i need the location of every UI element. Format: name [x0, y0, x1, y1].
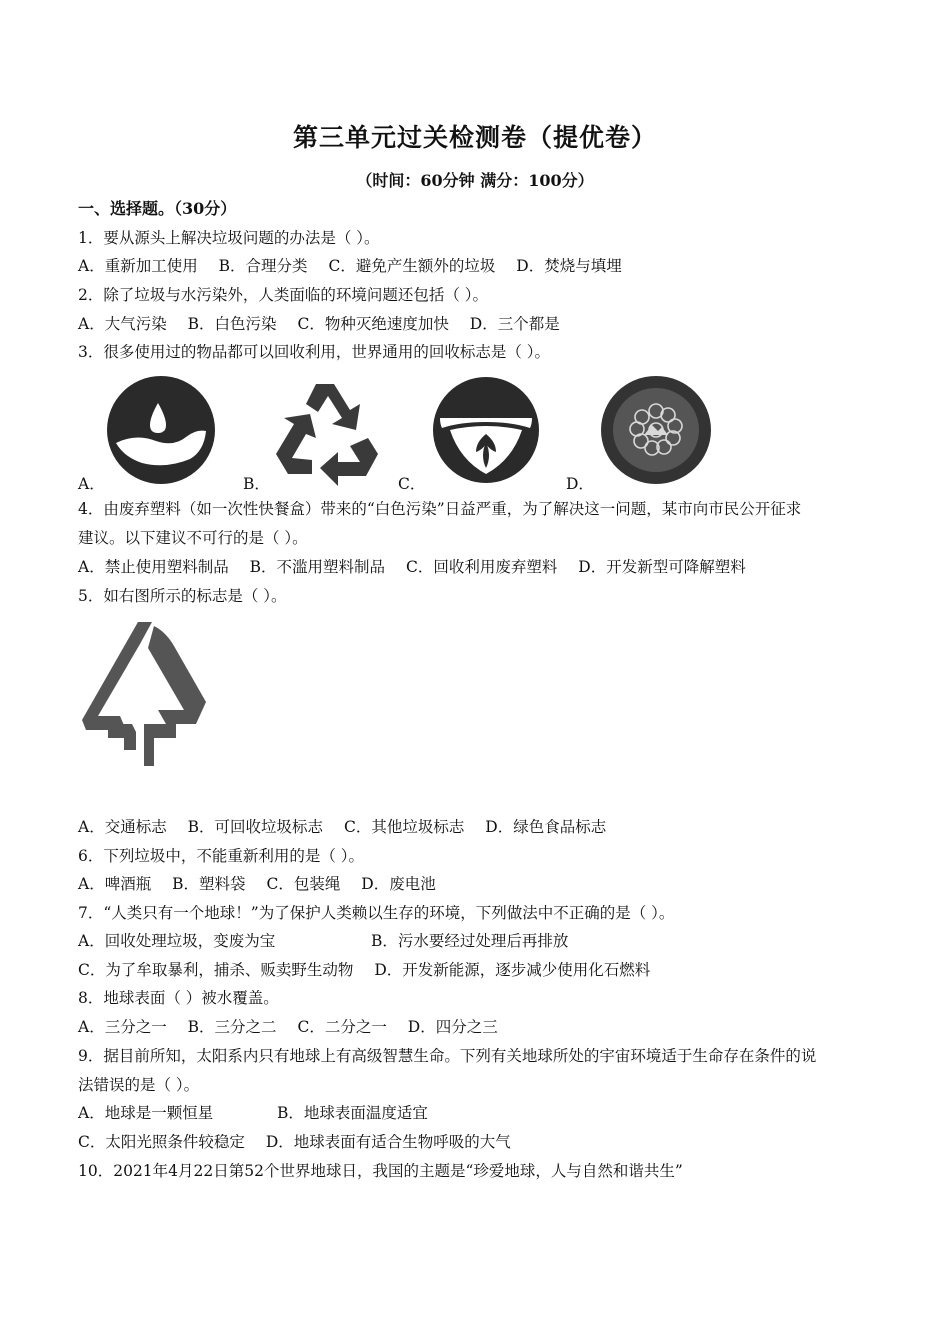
q4-option-b[interactable]: B．不滥用塑料制品 — [249, 558, 386, 576]
q7-options-row1 — [78, 931, 584, 951]
q8-option-d[interactable]: D．四分之三 — [407, 1018, 498, 1036]
q6-option-a[interactable]: A．啤酒瓶 — [78, 875, 152, 893]
q2-option-a[interactable]: A．大气污染 — [78, 315, 167, 333]
q3-stem: 3．很多使用过的物品都可以回收利用，世界通用的回收标志是（ ）。 — [78, 343, 551, 361]
q7-option-a[interactable]: A．回收处理垃圾，变废为宝 — [78, 932, 276, 950]
q2-option-b[interactable]: B．白色污染 — [187, 315, 277, 333]
q7-option-b[interactable]: B．污水要经过处理后再排放 — [370, 932, 569, 950]
q2-option-c[interactable]: C．物种灭绝速度加快 — [297, 315, 449, 333]
q9-option-d[interactable]: D．地球表面有适合生物呼吸的大气 — [265, 1133, 511, 1151]
q5-options — [78, 817, 622, 837]
q2-options — [78, 314, 576, 334]
q6-option-c[interactable]: C．包装绳 — [266, 875, 341, 893]
q8-options — [78, 1017, 514, 1037]
recycle-logo-icon — [272, 380, 382, 486]
q1-option-d[interactable]: D．焚烧与填埋 — [516, 257, 622, 275]
q2-stem: 2．除了垃圾与水污染外，人类面临的环境问题还包括（ ）。 — [78, 286, 489, 304]
q7-option-c[interactable]: C．为了牟取暴利，捕杀、贩卖野生动物 — [78, 961, 354, 979]
q3-option-d[interactable]: D． — [566, 475, 594, 493]
q4-stem-line1: 4．由废弃塑料（如一次性快餐盒）带来的“白色污染”日益严重，为了解决这一问题，某市向市民公开征求 — [78, 500, 802, 518]
q8-option-c[interactable]: C．二分之一 — [297, 1018, 387, 1036]
q6-option-d[interactable]: D．废电池 — [361, 875, 436, 893]
q8-stem: 8．地球表面（ ）被水覆盖。 — [78, 989, 279, 1007]
q1-stem: 1．要从源头上解决垃圾问题的办法是（ ）。 — [78, 229, 380, 247]
q4-options — [78, 557, 762, 577]
q8-option-b[interactable]: B．三分之二 — [187, 1018, 277, 1036]
q1-option-b[interactable]: B．合理分类 — [218, 257, 308, 275]
q7-stem: 7．“人类只有一个地球！”为了保护人类赖以生存的环境，下列做法中不正确的是（ ）。 — [78, 904, 675, 922]
environmental-label-logo-icon — [600, 375, 712, 485]
q9-option-b[interactable]: B．地球表面温度适宜 — [276, 1104, 428, 1122]
green-food-logo-icon — [432, 376, 540, 484]
q3-option-c[interactable]: C． — [398, 475, 426, 493]
q4-option-c[interactable]: C．回收利用废弃塑料 — [405, 558, 558, 576]
section-heading: 一、选择题。（30分） — [78, 199, 237, 218]
q5-option-d[interactable]: D．绿色食品标志 — [485, 818, 607, 836]
q9-stem-line1: 9．据目前所知，太阳系内只有地球上有高级智慧生命。下列有关地球所处的宇宙环境适于生命存在条件的说 — [78, 1047, 817, 1065]
q8-option-a[interactable]: A．三分之一 — [78, 1018, 167, 1036]
page-subtitle: （时间：60分钟 满分：100分） — [356, 171, 594, 190]
other-waste-logo-icon — [80, 620, 208, 768]
q5-option-c[interactable]: C．其他垃圾标志 — [343, 818, 465, 836]
q5-option-a[interactable]: A．交通标志 — [78, 818, 167, 836]
q7-options-row2 — [78, 960, 666, 980]
q1-option-a[interactable]: A．重新加工使用 — [78, 257, 198, 275]
page-title: 第三单元过关检测卷（提优卷） — [292, 123, 657, 152]
q5-option-b[interactable]: B．可回收垃圾标志 — [187, 818, 324, 836]
q9-stem-line2: 法错误的是（ ）。 — [78, 1076, 200, 1094]
q2-option-d[interactable]: D．三个都是 — [469, 315, 560, 333]
q5-stem: 5．如右图所示的标志是（ ）。 — [78, 587, 287, 605]
q4-stem-line2: 建议。以下建议不可行的是（ ）。 — [78, 529, 308, 547]
q9-options-row1 — [78, 1103, 444, 1123]
q3-option-a[interactable]: A． — [78, 475, 105, 493]
q6-stem: 6．下列垃圾中，不能重新利用的是（ ）。 — [78, 847, 365, 865]
q6-options — [78, 874, 452, 894]
q4-option-d[interactable]: D．开发新型可降解塑料 — [578, 558, 746, 576]
q9-option-c[interactable]: C．太阳光照条件较稳定 — [78, 1133, 245, 1151]
q9-option-a[interactable]: A．地球是一颗恒星 — [78, 1104, 214, 1122]
q7-option-d[interactable]: D．开发新能源，逐步减少使用化石燃料 — [374, 961, 651, 979]
q6-option-b[interactable]: B．塑料袋 — [172, 875, 246, 893]
q1-options — [78, 256, 638, 276]
water-saving-logo-icon — [106, 375, 216, 485]
q9-options-row2 — [78, 1132, 527, 1152]
q4-option-a[interactable]: A．禁止使用塑料制品 — [78, 558, 229, 576]
q3-option-b[interactable]: B． — [243, 475, 270, 493]
q10-stem: 10．2021年4月22日第52个世界地球日，我国的主题是“珍爱地球，人与自然和谐共生” — [78, 1162, 683, 1180]
q1-option-c[interactable]: C．避免产生额外的垃圾 — [328, 257, 496, 275]
